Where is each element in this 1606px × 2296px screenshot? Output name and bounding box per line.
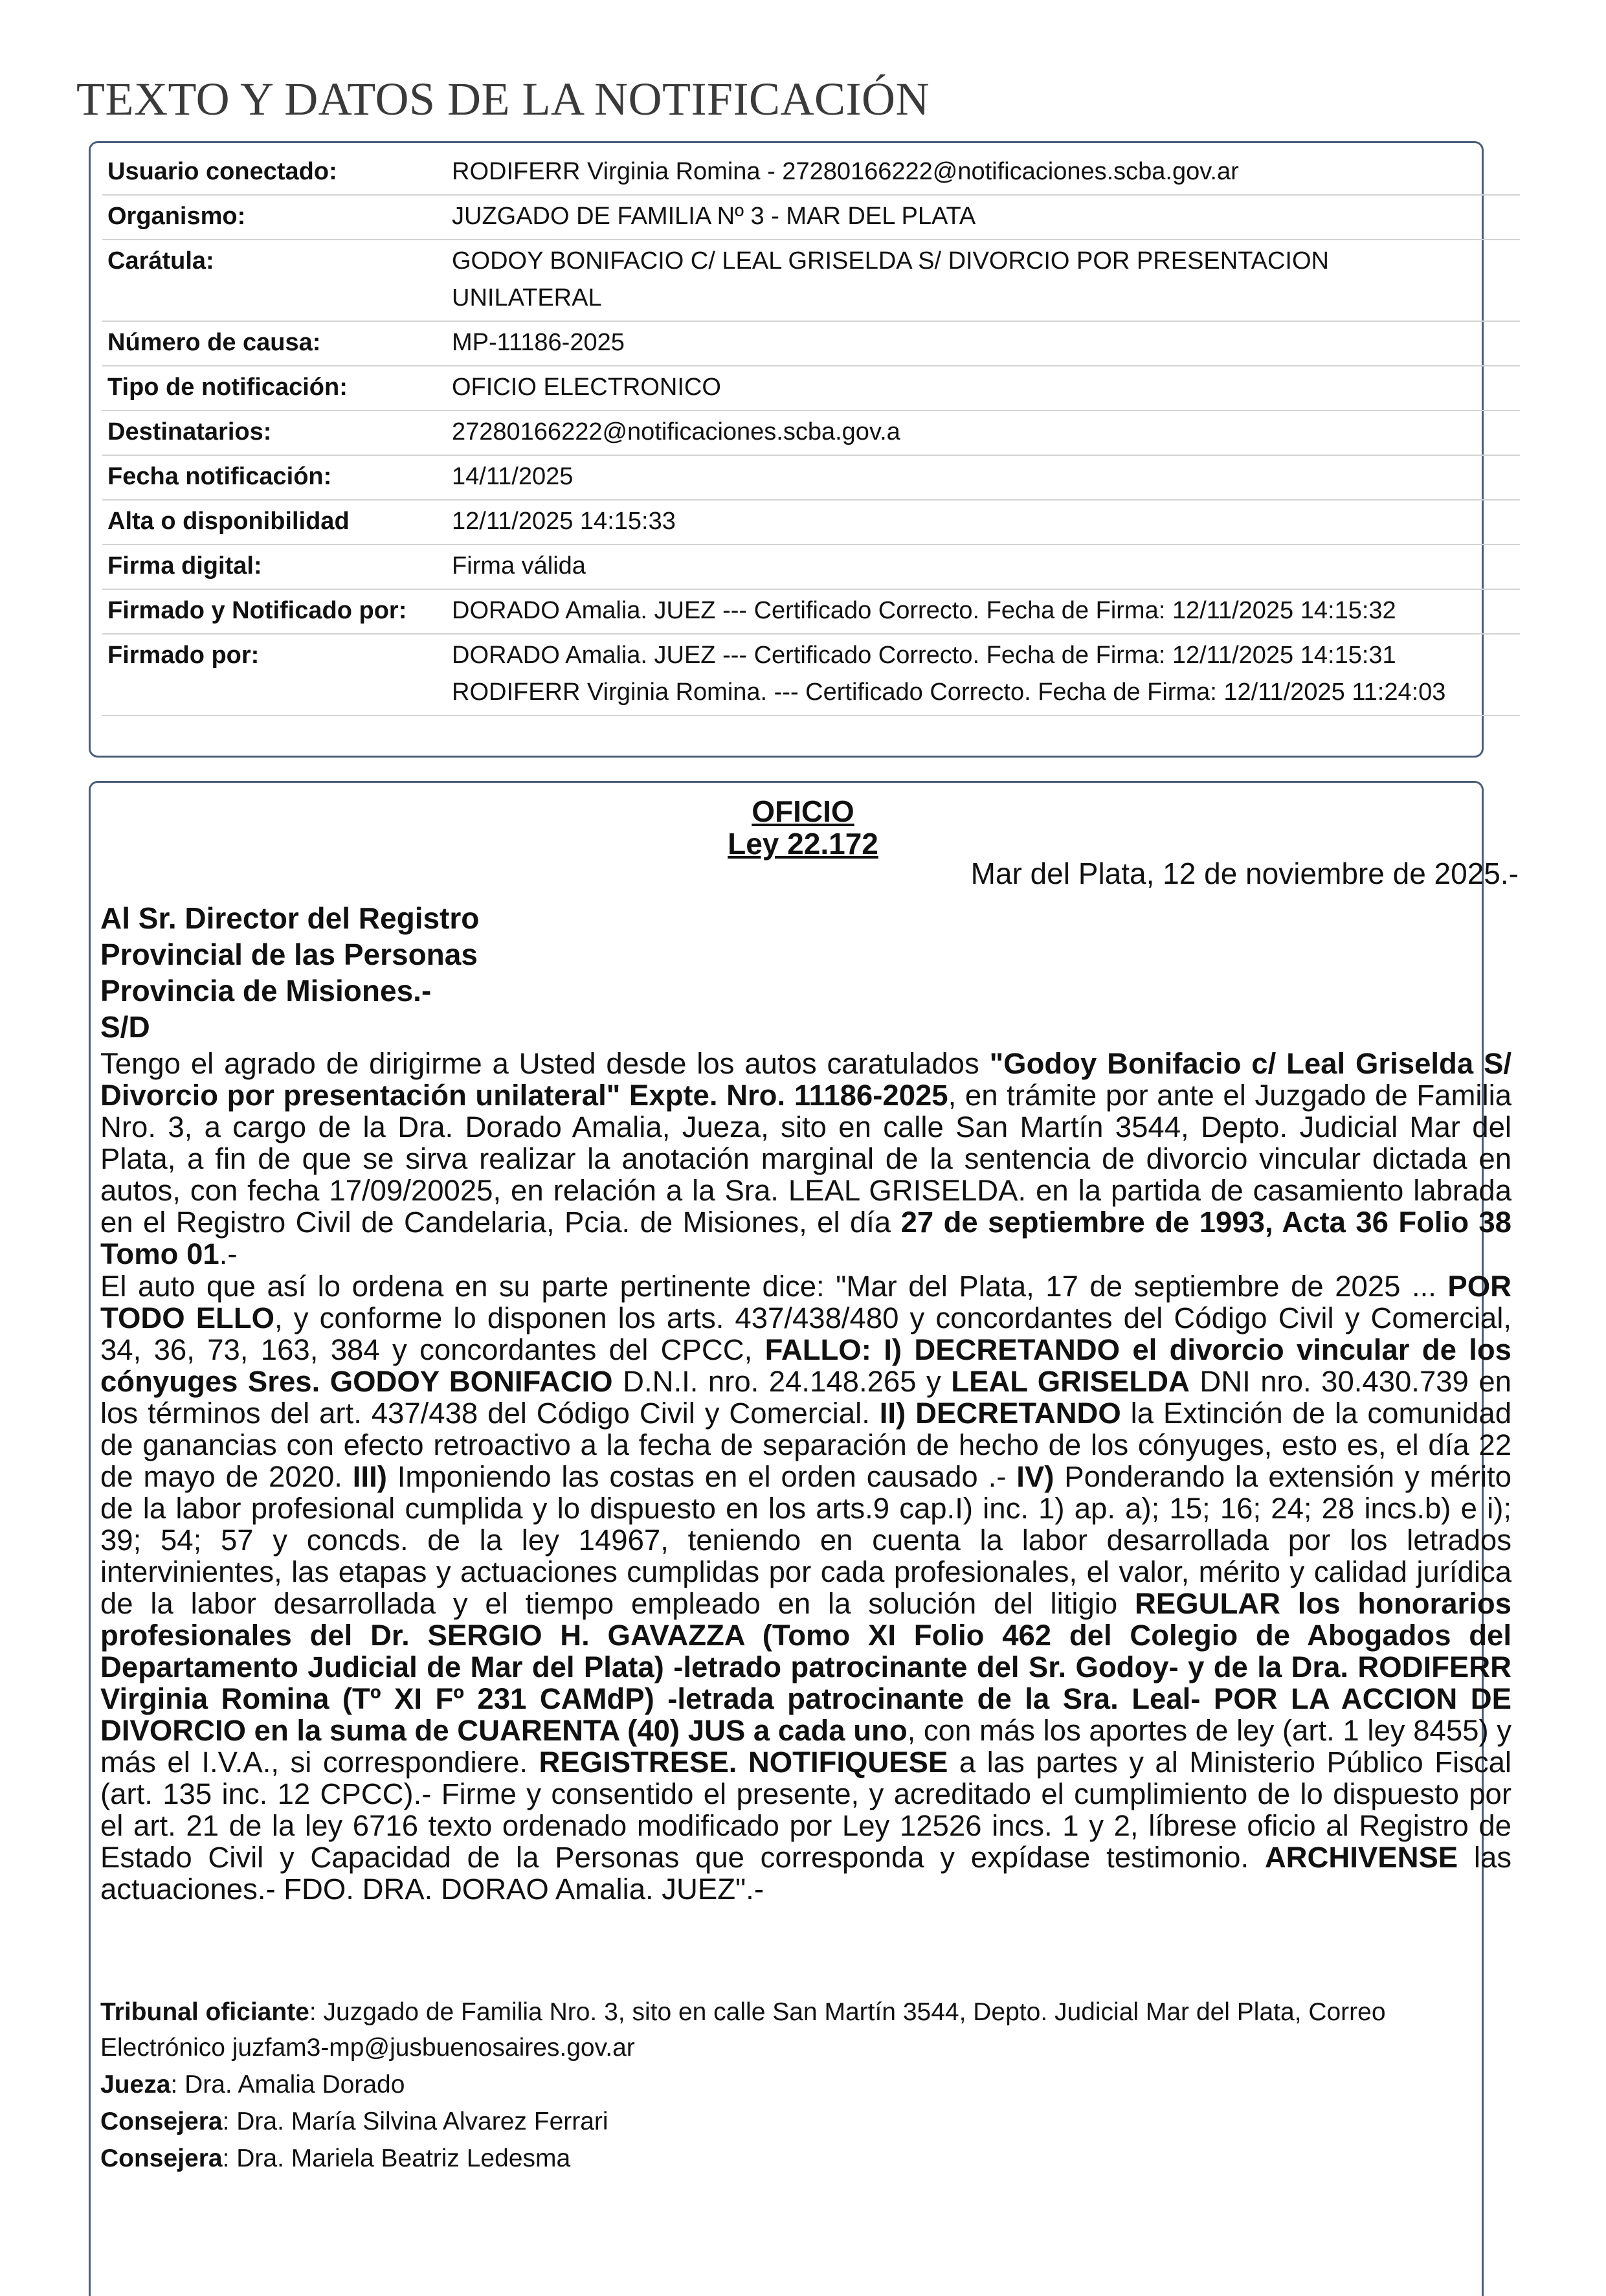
page-title: TEXTO Y DATOS DE LA NOTIFICACIÓN	[76, 73, 930, 125]
footer-line	[100, 2104, 1511, 2139]
emphasized-text: POR TODO ELLO	[100, 1270, 1511, 1334]
paragraph-text: El auto que así lo ordena en su parte pertinente dice: "Mar del Plata, 17 de septiembre de 2025 ...	[100, 1270, 1448, 1303]
info-value: 27280166222@notificaciones.scba.gov.a	[452, 418, 900, 445]
document-date: Mar del Plata, 12 de noviembre de 2025.-	[970, 857, 1519, 890]
document-subheading: Ley 22.172	[728, 827, 878, 861]
emphasized-text: III)	[352, 1460, 387, 1493]
paragraph-text: D.N.I. nro. 24.148.265 y	[612, 1365, 952, 1398]
paragraph-text: Imponiendo las costas en el orden causado .-	[386, 1460, 1017, 1493]
addressee-block	[100, 900, 479, 1045]
footer-value: : Dra. Amalia Dorado	[170, 2071, 405, 2099]
info-value: 14/11/2025	[452, 463, 574, 490]
info-label: Número de causa:	[107, 329, 321, 356]
paragraph-text: , en trámite por ante el Juzgado de Familia Nro. 3, a cargo de la Dra. Dorado Amalia, Jueza, sito en calle San Martín 3544, Depto. Judicial Mar del Plata, a fin de que se sirva realizar la anotación marginal de la sentencia de divorcio vincular dictada en autos, con fecha 17/09/20025, en relación a la Sra. LEAL GRISELDA. en la partida de casamiento labrada en el Registro Civil de Candelaria, Pcia. de Misiones, el día	[100, 1079, 1511, 1239]
emphasized-text: ARCHIVENSE	[1264, 1841, 1458, 1874]
footer-value: : Dra. María Silvina Alvarez Ferrari	[222, 2108, 608, 2135]
paragraph-text: la Extinción de la comunidad de ganancias con efecto retroactivo a la fecha de separación de hecho de los cónyuges, esto es, el día 22 de mayo de 2020.	[100, 1397, 1511, 1493]
addressee-line: Al Sr. Director del Registro	[100, 901, 480, 935]
info-label: Alta o disponibilidad	[107, 508, 350, 535]
info-row	[102, 635, 1520, 716]
info-value: GODOY BONIFACIO C/ LEAL GRISELDA S/ DIVORCIO POR PRESENTACION UNILATERAL	[452, 247, 1329, 311]
paragraph-text: , y conforme lo disponen los arts. 437/438/480 y concordantes del Código Civil y Comercial, 34, 36, 73, 163, 384 y concordantes del CPCC,	[100, 1301, 1511, 1366]
info-row	[102, 151, 1520, 196]
body-paragraph-2	[100, 1270, 1511, 1905]
addressee-line: S/D	[100, 1010, 150, 1044]
info-value: OFICIO ELECTRONICO	[452, 374, 721, 401]
emphasized-text: "Godoy Bonifacio c/ Leal Griselda S/ Divorcio por presentación unilateral" Expte. Nro. 11186-2025	[100, 1047, 1511, 1112]
emphasized-text: LEAL GRISELDA	[951, 1365, 1190, 1398]
info-value: JUZGADO DE FAMILIA Nº 3 - MAR DEL PLATA	[452, 203, 976, 230]
footer-line	[100, 1994, 1511, 2065]
footer-label: Tribunal oficiante	[100, 1998, 309, 2026]
info-label: Tipo de notificación:	[107, 374, 348, 401]
addressee-line: Provincia de Misiones.-	[100, 974, 432, 1007]
footer-value: : Juzgado de Familia Nro. 3, sito en calle San Martín 3544, Depto. Judicial Mar del Plata, Correo Electrónico juzfam3-mp@jusbuenosaires.gov.ar	[100, 1998, 1386, 2062]
info-label: Firmado por:	[107, 642, 260, 669]
info-value: DORADO Amalia. JUEZ --- Certificado Correcto. Fecha de Firma: 12/11/2025 14:15:31 RODIFERR Virginia Romina. --- Certificado Correcto. Fecha de Firma: 12/11/2025 11:24:03	[452, 642, 1446, 706]
footer-label: Consejera	[100, 2108, 223, 2135]
info-row	[102, 545, 1520, 590]
info-row	[102, 456, 1520, 501]
emphasized-text: IV)	[1016, 1460, 1054, 1493]
emphasized-text: FALLO: I) DECRETANDO el divorcio vincular de los cónyuges Sres. GODOY BONIFACIO	[100, 1333, 1511, 1398]
info-label: Carátula:	[107, 247, 214, 275]
footer-label: Consejera	[100, 2144, 223, 2172]
info-row	[102, 196, 1520, 240]
notification-data-panel	[89, 141, 1484, 758]
info-label: Firma digital:	[107, 552, 262, 580]
info-label: Organismo:	[107, 203, 246, 230]
info-row	[102, 322, 1520, 366]
document-heading: OFICIO	[752, 794, 854, 828]
footer-line	[100, 2067, 1511, 2102]
court-footer	[100, 1994, 1511, 2178]
footer-label: Jueza	[100, 2071, 171, 2099]
footer-line	[100, 2141, 1511, 2176]
emphasized-text: REGULAR los honorarios profesionales del Dr. SERGIO H. GAVAZZA (Tomo XI Folio 462 del Colegio de Abogados del Departamento Judicial de Mar del Plata) -letrado patrocinante del Sr. Godoy- y de la Dra. RODIFERR Virginia Romina (Tº XI Fº 231 CAMdP) -letrada patrocinante de la Sra. Leal- POR LA ACCION DE DIVORCIO en la suma de CUARENTA (40) JUS a cada uno	[100, 1587, 1511, 1747]
info-label: Usuario conectado:	[107, 158, 337, 185]
notification-data-table	[102, 151, 1520, 716]
paragraph-text: las actuaciones.- FDO. DRA. DORAO Amalia. JUEZ".-	[100, 1841, 1512, 1906]
paragraph-text: .-	[219, 1237, 238, 1270]
info-row	[102, 366, 1520, 411]
info-value: RODIFERR Virginia Romina - 27280166222@notificaciones.scba.gov.ar	[452, 158, 1239, 185]
paragraph-text: Ponderando la extensión y mérito de la labor profesional cumplida y lo dispuesto en los arts.9 cap.I) inc. 1) ap. a); 15; 16; 24; 28 incs.b) e i); 39; 54; 57 y concds. de la ley 14967, teniendo en cuenta la labor desarrollada por los letrados intervinientes, las etapas y actuaciones cumplidas por cada profesionales, el valor, mérito y calidad jurídica de la labor desarrollada y el tiempo empleado en la solución del litigio	[100, 1460, 1511, 1620]
paragraph-text: a las partes y al Ministerio Público Fiscal (art. 135 inc. 12 CPCC).- Firme y consentido el presente, y acreditado el cumplimiento de lo dispuesto por el art. 21 de la ley 6716 texto ordenado modificado por Ley 12526 incs. 1 y 2, líbrese oficio al Registro de Estado Civil y Capacidad de la Personas que corresponda y expídase testimonio.	[100, 1746, 1512, 1874]
info-value: MP-11186-2025	[452, 329, 625, 356]
footer-value: : Dra. Mariela Beatriz Ledesma	[222, 2144, 571, 2172]
info-value: DORADO Amalia. JUEZ --- Certificado Correcto. Fecha de Firma: 12/11/2025 14:15:32	[452, 597, 1396, 624]
info-label: Fecha notificación:	[107, 463, 332, 490]
info-label: Destinatarios:	[107, 418, 272, 445]
body-paragraph-1	[100, 1048, 1511, 1270]
emphasized-text: REGISTRESE. NOTIFIQUESE	[539, 1746, 948, 1779]
info-value: Firma válida	[452, 552, 586, 580]
addressee-line: Provincial de las Personas	[100, 938, 478, 971]
info-row	[102, 240, 1520, 322]
paragraph-text: DNI nro. 30.430.739 en los términos del art. 437/438 del Código Civil y Comercial.	[100, 1365, 1511, 1430]
paragraph-text: Tengo el agrado de dirigirme a Usted desde los autos caratulados	[100, 1047, 990, 1080]
info-row	[102, 501, 1520, 545]
emphasized-text: II) DECRETANDO	[879, 1397, 1121, 1430]
emphasized-text: 27 de septiembre de 1993, Acta 36 Folio 38 Tomo 01	[100, 1206, 1511, 1270]
info-value: 12/11/2025 14:15:33	[452, 508, 676, 535]
paragraph-text: , con más los aportes de ley (art. 1 ley 8455) y más el I.V.A., si correspondiere.	[100, 1714, 1511, 1779]
info-label: Firmado y Notificado por:	[107, 597, 407, 624]
info-row	[102, 411, 1520, 456]
info-row	[102, 590, 1520, 635]
